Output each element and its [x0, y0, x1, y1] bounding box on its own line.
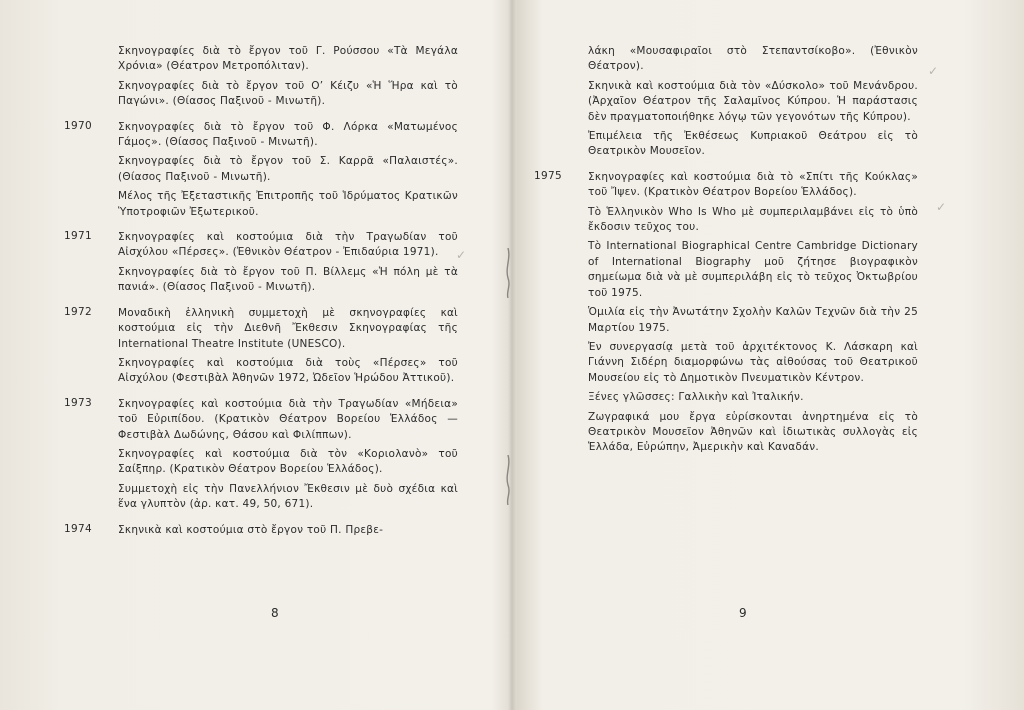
cv-entry — [64, 396, 458, 513]
entry-paragraph: Σκηνικὰ καὶ κοστούμια διὰ τὸν «Δύσκολο» τοῦ Μενάνδρου. (Ἀρχαῖον Θέατρον τῆς Σαλαμῖνος Κύπρου. Ἡ παράστασις δὲν πραγματοποιήθηκε λόγῳ τῶν γεγονότων τῆς Κύπρου). — [588, 79, 918, 123]
entry-paragraph: Μοναδικὴ ἑλληνικὴ συμμετοχὴ μὲ σκηνογραφίες καὶ κοστούμια εἰς τὴν Διεθνῆ Ἔκθεσιν Σκηνογραφίας τῆς International Theatre Institute (UNESCO). — [118, 306, 458, 350]
entry-paragraph: Ἐν συνεργασίᾳ μετὰ τοῦ ἀρχιτέκτονος Κ. Λάσκαρη καὶ Γιάννη Σιδέρη διαμορφώνω τὰς αἰθούσας τοῦ Θεατρικοῦ Μουσείου εἰς τὸ Δημοτικὸν Πνευματικὸν Κέντρον. — [588, 340, 918, 384]
pencil-tick-mark: ✓ — [936, 200, 947, 214]
entry-paragraph: Σκηνογραφίες διὰ τὸ ἔργον τοῦ Π. Βίλλεμς «Ἡ πόλη μὲ τὰ πανιά». (Θίασος Παξινοῦ - Μινωτῆ). — [118, 265, 458, 294]
entry-paragraph: Σκηνογραφίες καὶ κοστούμια διὰ τὴν Τραγωδίαν τοῦ Αἰσχύλου «Πέρσες». (Ἐθνικὸν Θέατρον - Ἐπιδαύρια 1971). — [118, 231, 458, 259]
entry-paragraph: Σκηνογραφίες καὶ κοστούμια διὰ τὴν Τραγωδίαν «Μήδεια» τοῦ Εὐριπίδου. (Κρατικὸν Θέατρον Βορείου Ἑλλάδος — Φεστιβὰλ Δωδώνης, Θάσου καὶ Φιλίππων). — [118, 397, 458, 441]
cv-entry — [64, 119, 458, 220]
entry-paragraph: Σκηνογραφίες καὶ κοστούμια διὰ τοὺς «Πέρσες» τοῦ Αἰσχύλου (Φεστιβὰλ Ἀθηνῶν 1972, Ὠδεῖον Ἡρώδου Ἀττικοῦ). — [118, 356, 458, 385]
pencil-tick-mark: ✓ — [456, 248, 467, 262]
page-number-right: 9 — [739, 606, 747, 620]
entry-year: 1974 — [64, 522, 92, 535]
entry-paragraph: Σκηνογραφίες διὰ τὸ ἔργον τοῦ Ο’ Κέιζυ «Ἡ Ἥρα καὶ τὸ Παγώνι». (Θίασος Παξινοῦ - Μινωτῆ). — [118, 79, 458, 108]
staple-top — [505, 248, 511, 298]
entry-paragraph: Ὁμιλία εἰς τὴν Ἀνωτάτην Σχολὴν Καλῶν Τεχνῶν διὰ τὴν 25 Μαρτίου 1975. — [588, 306, 918, 334]
cv-entry — [534, 169, 918, 456]
staple-bottom — [505, 455, 511, 505]
entry-paragraph: Μέλος τῆς Ἐξεταστικῆς Ἐπιτροπῆς τοῦ Ἱδρύματος Κρατικῶν Ὑποτροφιῶν Ἐξωτερικοῦ. — [118, 190, 458, 218]
entry-year: 1971 — [64, 230, 92, 243]
entry-paragraph: Σκηνογραφίες διὰ τὸ ἔργον τοῦ Γ. Ρούσσου «Τὰ Μεγάλα Χρόνια» (Θέατρον Μετροπόλιταν). — [118, 45, 458, 73]
cv-entry — [588, 44, 918, 160]
entry-year: 1975 — [534, 169, 562, 182]
left-page-entries — [64, 44, 458, 548]
cv-entry — [64, 522, 458, 538]
entry-paragraph: Σκηνογραφίες διὰ τὸ ἔργον τοῦ Φ. Λόρκα «Ματωμένος Γάμος». (Θίασος Παξινοῦ - Μινωτῆ). — [118, 120, 458, 149]
page-number-left: 8 — [271, 606, 279, 620]
cv-entry — [64, 230, 458, 296]
entry-paragraph: Τὸ International Biographical Centre Cambridge Dictionary of International Biography μοῦ ζήτησε βιογραφικὸν σημείωμα διὰ νὰ μὲ συμπεριλάβη εἰς τὸ τεῦχος Ὀκτωβρίου τοῦ 1975. — [588, 240, 918, 299]
entry-year: 1973 — [64, 396, 92, 409]
entry-paragraph: Σκηνικὰ καὶ κοστούμια στὸ ἔργον τοῦ Π. Πρεβε- — [118, 523, 384, 536]
right-page-entries — [534, 44, 918, 466]
entry-year: 1972 — [64, 305, 92, 318]
entry-paragraph: Σκηνογραφίες διὰ τὸ ἔργον τοῦ Σ. Καρρᾶ «Παλαιστές». (Θίασος Παξινοῦ - Μινωτῆ). — [118, 155, 458, 183]
entry-paragraph: λάκη «Μουσαφιραῖοι στὸ Στεπαντσίκοβο». (Ἐθνικὸν Θέατρον). — [588, 45, 918, 73]
entry-year: 1970 — [64, 119, 92, 132]
entry-paragraph: Συμμετοχὴ εἰς τὴν Πανελλήνιον Ἔκθεσιν μὲ δυὸ σχέδια καὶ ἕνα γλυπτὸν (ἀρ. κατ. 49, 50, 671). — [118, 482, 458, 511]
entry-paragraph: Σκηνογραφίες καὶ κοστούμια διὰ τὸν «Κοριολανὸ» τοῦ Σαίξπηρ. (Κρατικὸν Θέατρον Βορείου Ἑλλάδος). — [118, 447, 458, 476]
entry-paragraph: Ἐπιμέλεια τῆς Ἐκθέσεως Κυπριακοῦ Θεάτρου εἰς τὸ Θεατρικὸν Μουσεῖον. — [588, 130, 918, 158]
cv-entry — [118, 44, 458, 110]
cv-entry — [64, 305, 458, 387]
entry-paragraph: Σκηνογραφίες καὶ κοστούμια διὰ τὸ «Σπίτι τῆς Κούκλας» τοῦ Ἴψεν. (Κρατικὸν Θέατρον Βορείου Ἑλλάδος). — [588, 170, 918, 199]
pencil-tick-mark: ✓ — [928, 64, 939, 78]
entry-paragraph: Ζωγραφικά μου ἔργα εὑρίσκονται ἀνηρτημένα εἰς τὸ Θεατρικὸν Μουσεῖον Ἀθηνῶν καὶ ἰδιωτικὰς συλλογὰς εἰς Ἑλλάδα, Εὐρώπην, Ἀμερικὴν καὶ Καναδάν. — [588, 410, 918, 454]
entry-paragraph: Τὸ Ἑλληνικὸν Who Is Who μὲ συμπεριλαμβάνει εἰς τὸ ὑπὸ ἔκδοσιν τεῦχος του. — [588, 205, 918, 234]
right-page — [512, 0, 1024, 710]
entry-paragraph: Ξένες γλῶσσες: Γαλλικὴν καὶ Ἰταλικήν. — [588, 391, 804, 404]
